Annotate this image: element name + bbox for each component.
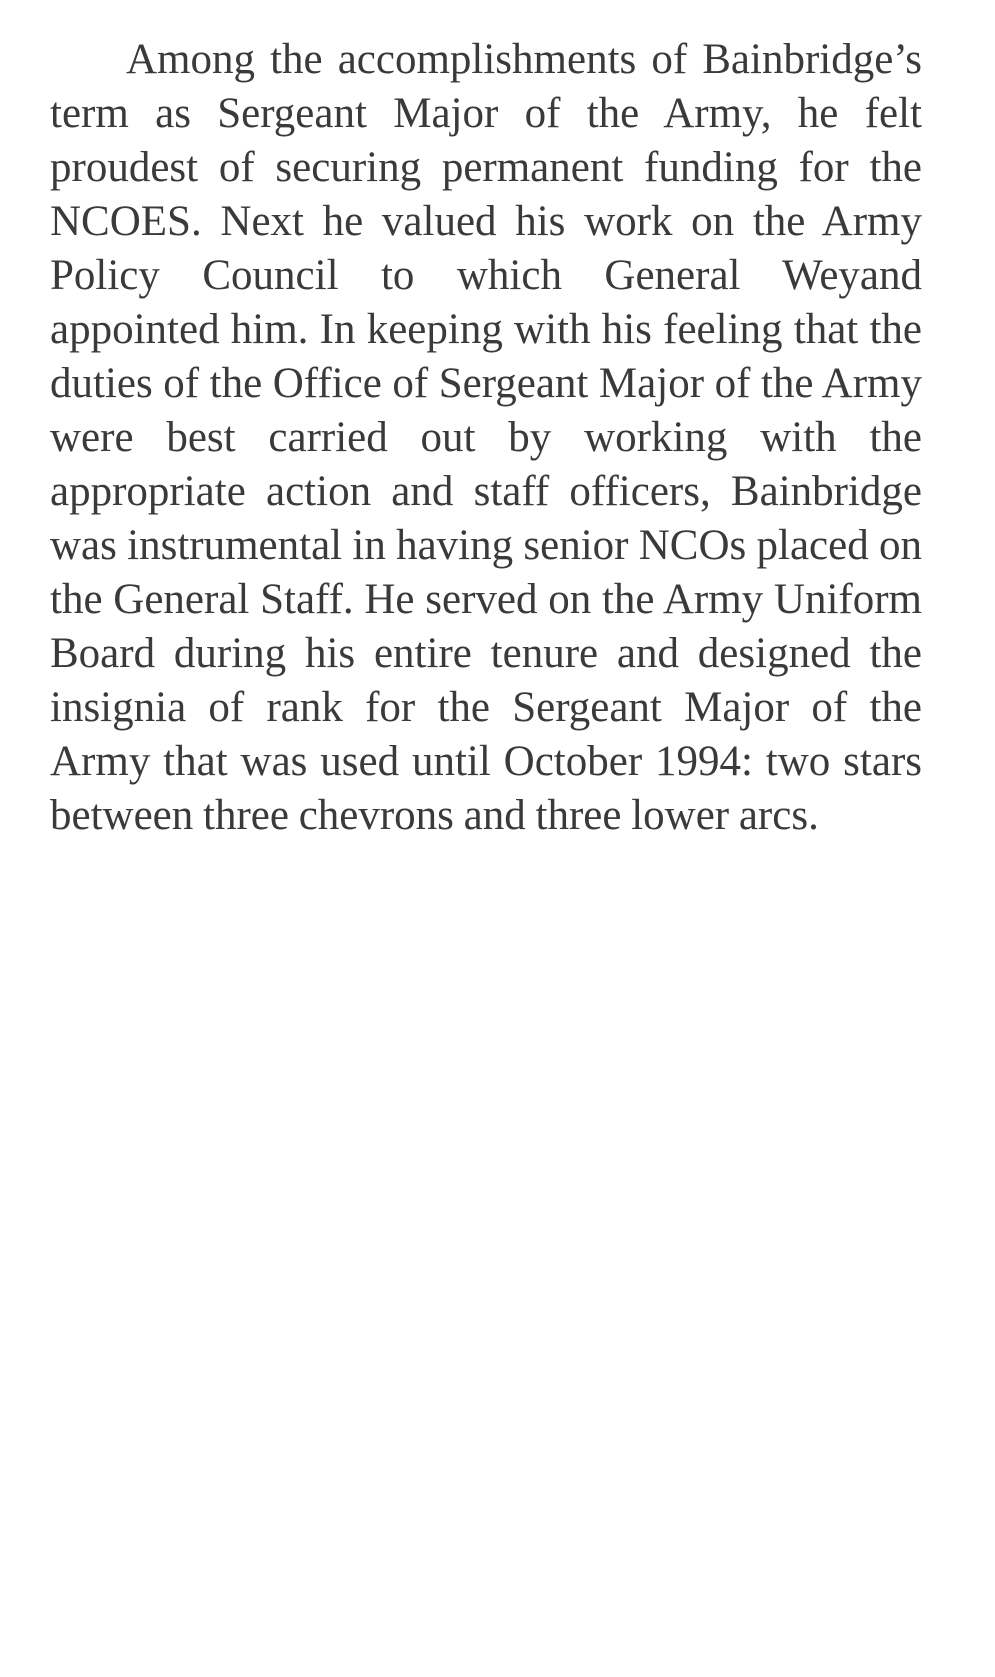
body-paragraph: Among the accomplishments of Bainbridge’s term as Sergeant Major of the Army, he felt proudest of securing permanent funding for the NCOES. Next he valued his work on the Army Policy Council to which General Weyand appointed him. In keeping with his feeling that the duties of the Office of Sergeant Major of the Army were best carried out by working with the appropriate action and staff officers, Bainbridge was instrumental in having senior NCOs placed on the General Staff. He served on the Army Uniform Board during his entire tenure and designed the insignia of rank for the Sergeant Major of the Army that was used until October 1994: two stars between three chevrons and three lower arcs. bbox=[50, 36, 922, 839]
